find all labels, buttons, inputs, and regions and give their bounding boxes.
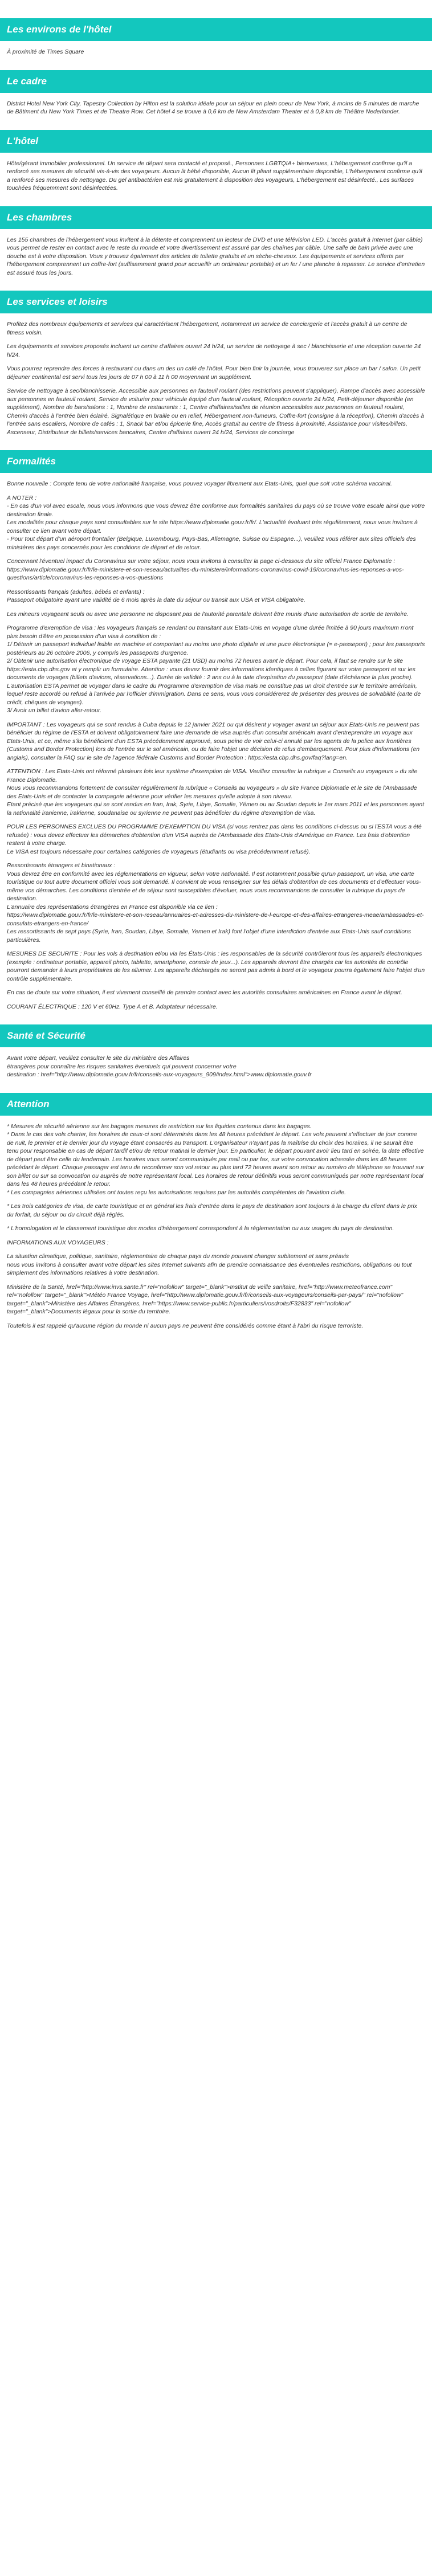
page [0,18,432,1330]
section-paragraph: Hôte/gérant immobilier professionnel. Un service de départ sera contacté et proposé., Personnes LGBTQIA+ bienvenues, L'hébergement confirme qu'il a renforcé ses mesures de sécurité vis-à-vis des voyageurs. Aucun lit bébé disponible, Aucun lit pliant supplémentaire disponible, L'hébergement confirme qu'il a renforcé ses mesures de nettoyage. Du gel antibactérien est mis gratuitement à disposition des voyageurs, L'hébergement est désinfecté., Les surfaces touchées fréquemment sont désinfectées. [7,160,424,191]
section-paragraph: Vous pourrez reprendre des forces à restaurant ou dans un des un café de l'hôtel. Pour bien finir la journée, vous trouverez sur place un bar / salon. Un petit déjeuner continental est servi tous les jours de 07 h 00 à 11 h 00 moyennant un supplément. [7,365,422,381]
section-title: Attention [0,1093,432,1116]
section-paragraph: En cas de doute sur votre situation, il est vivement conseillé de prendre contact avec les autorités consulaires américaines en France avant le départ. [7,989,402,996]
section-paragraph: POUR LES PERSONNES EXCLUES DU PROGRAMME D'EXEMPTION DU VISA (si vous rentrez pas dans les conditions ci-dessus ou si l'ESTA vous a été refusée) : vous devez effectuer les démarches d'obtention d'un VISA auprès de l'Ambassade des Etats-Unis d'Amérique en France. Les frais d'obtention restent à votre charge. Le VISA est toujours nécessaire pour certaines catégories de voyageurs (étudiants ou visa précédemment refusé). [7,823,422,855]
section [0,291,432,436]
section-paragraph: Bonne nouvelle : Compte tenu de votre nationalité française, vous pouvez voyager librement aux Etats-Unis, quel que soit votre schéma vaccinal. [7,480,392,487]
section-title: Le cadre [0,70,432,93]
section [0,130,432,193]
section-paragraph: Avant votre départ, veuillez consulter le site du ministère des Affaires étrangères pour connaître les risques sanitaires éventuels qui peuvent concerner votre destination : href="http://www.diplomatie.gouv.fr/fr/conseils-aux-voyageurs_909/index.html">www.diplomatie.gouv.fr [7,1055,312,1078]
section-paragraph: Les équipements et services proposés incluent un centre d'affaires ouvert 24 h/24, un service de nettoyage à sec / blanchisserie et une réception ouverte 24 h/24. [7,343,423,358]
section [0,70,432,116]
section-paragraph: À proximité de Times Square [7,48,84,55]
section-paragraph: COURANT ÉLECTRIQUE : 120 V et 60Hz. Type A et B. Adaptateur nécessaire. [7,1003,218,1010]
section-paragraph: Ministère de la Santé, href="http://www.invs.sante.fr" rel="nofollow" target="_blank">Institut de veille sanitaire, href="http://www.meteofrance.com" rel="nofollow" target="_blank">Météo France Voyage, href="http://www.diplomatie.gouv.fr/fr/conseils-aux-voyageurs/conseils-par-pays/" rel="nofollow" target="_blank">Ministère des Affaires Étrangères, href="https://www.service-public.fr/particuliers/vosdroits/F32833" rel="nofollow" target="_blank">Documents légaux pour la sortie du territoire. [7,1283,405,1315]
content [0,18,432,1330]
section-title: Santé et Sécurité [0,1024,432,1047]
section-paragraph: Programme d'exemption de visa : les voyageurs français se rendant ou transitant aux Etats-Unis en voyage d'une durée limitée à 90 jours maximum n'ont plus besoin d'être en possession d'un visa à condition de : 1/ Détenir un passeport individuel lisible en machine et comportant au moins une photo digitale et une puce électronique (= e-passeport) ; pour les passeports postérieurs au 26 octobre 2006, y compris les passeports d'urgence. 2/ Obtenir une autorisation électronique de voyage ESTA payante (21 USD) au moins 72 heures avant le départ. Pour cela, il faut se rendre sur le site https://esta.cbp.dhs.gov et y remplir un formulaire. Attention : vous devez fournir des informations identiques à celles figurant sur votre passeport et sur les documents de voyages (billets d'avions, réservations...). Durée de validité : 2 ans ou à la date d'expiration du passeport (date d'échéance la plus proche). L'autorisation ESTA permet de voyager dans le cadre du Programme d'exemption de visa mais ne constitue pas un droit d'entrée sur le territoire américain, lequel reste accordé ou refusé à l'arrivée par l'officier d'immigration. Dans ce sens, vous vous considérerez de présenter des preuves de solvabilité (carte de crédit, chèques de voyages). 3/ Avoir un billet d'avion aller-retour. [7,624,425,714]
section-paragraph: Ressortissants français (adultes, bébés et enfants) : Passeport obligatoire ayant une validité de 6 mois après la date du séjour ou transit aux USA et VISA obligatoire. [7,588,305,603]
section-title: Les services et loisirs [0,291,432,313]
section-paragraph: IMPORTANT : Les voyageurs qui se sont rendus à Cuba depuis le 12 janvier 2021 ou qui désirent y voyager avant un séjour aux Etats-Unis ne peuvent pas bénéficier du régime de l'ESTA et doivent obligatoirement faire une demande de visa auprès d'un consulat américain avant d'entreprendre un voyage aux Etats-Unis, et ce, même s'ils bénéficient d'un ESTA précédemment approuvé, sous peine de voir celui-ci annulé par les agents de la police aux frontières (Customs and Border Protection) lors de l'entrée sur le sol américain, ou de faire l'objet une décision de refus d'embarquement. Pour plus d'informations (en anglais), consulter la FAQ sur le site de l'agence fédérale Customs and Border Protection : https://esta.cbp.dhs.gov/faq?lang=en. [7,721,422,761]
section-paragraph: MESURES DE SECURITE : Pour les vols à destination et/ou via les États-Unis : les responsables de la sécurité contrôleront tous les appareils électroniques (exemple : ordinateur portable, appareil photo, tablette, smartphone, console de jeux...). Les appareils devront être chargés car les autorités de contrôle pourront demander à leurs propriétaires de les allumer. Les appareils déchargés ne seront pas admis à bord et le voyageur pourra également faire l'objet d'un contrôle supplémentaire. [7,950,427,982]
section-paragraph: Toutefois il est rappelé qu'aucune région du monde ni aucun pays ne peuvent être considérés comme étant à l'abri du risque terroriste. [7,1322,364,1329]
section-paragraph: * Les trois catégories de visa, de carte touristique et en général les frais d'entrée dans le pays de destination sont toujours à la charge du client dans le prix du forfait, du séjour ou du circuit déjà réglés. [7,1203,419,1218]
section-paragraph: La situation climatique, politique, sanitaire, réglementaire de chaque pays du monde pouvant changer subitement et sans préavis nous vous invitons à consulter avant votre départ les sites Internet suivants afin de prendre connaissance des éventuelles restrictions, obligations ou tout simplement des informations relatives à votre destination. [7,1253,412,1276]
section-paragraph: Profitez des nombreux équipements et services qui caractérisent l'hébergement, notamment un service de conciergerie et l'accès gratuit à un centre de fitness voisin. [7,321,409,336]
section-paragraph: * L'homologation et le classement touristique des modes d'hébergement correspondent à la réglementation ou aux usages du pays de destination. [7,1225,394,1232]
section-paragraph: INFORMATIONS AUX VOYAGEURS : [7,1239,109,1246]
section-title: Formalités [0,450,432,473]
section-paragraph: A NOTER : - En cas d'un vol avec escale, nous vous informons que vous devrez être conforme aux formalités sanitaires du pays où se trouve votre escale ainsi que votre destination finale. Les modalités pour chaque pays sont consultables sur le site https://www.diplomatie.gouv.fr/fr/. L'actualité évoluant très régulièrement, nous vous invitons à consulter ce lien avant votre départ. - Pour tout départ d'un aéroport frontalier (Belgique, Luxembourg, Pays-Bas, Allemagne, Suisse ou Espagne...), veuillez vous référer aux sites officiels des ministères des pays concernés pour les conditions de départ et de retour. [7,494,425,551]
section-title: Les environs de l'hôtel [0,18,432,41]
section-paragraph: District Hotel New York City, Tapestry Collection by Hilton est la solution idéale pour un séjour en plein coeur de New York, à moins de 5 minutes de marche de Bâtiment du New York Times et de Theatre Row. Cet hôtel 4 se trouve à 0,6 km de New Amsterdam Theater et à 0,8 km de Théâtre Nederlander. [7,100,421,115]
section-paragraph: ATTENTION : Les Etats-Unis ont réformé plusieurs fois leur système d'exemption de VISA. Veuillez consulter la rubrique « Conseils au voyageurs » du site France Diplomatie. Nous vous recommandons fortement de consulter régulièrement la rubrique « Conseils au voyageurs » du site France Diplomatie et le site de l'Ambassade des Etats-Unis et de contacter la compagnie aérienne pour vérifier les mesures qu'elle adopte à son niveau. Etant précisé que les voyageurs qui se sont rendus en Iran, Irak, Syrie, Libye, Somalie, Yémen ou au Soudan depuis le 1er mars 2011 et les personnes ayant la nationalité iranienne, irakienne, soudanaise ou syrienne ne peuvent pas bénéficier du régime d'exemption de visa. [7,768,425,817]
section-title: Les chambres [0,206,432,229]
section [0,450,432,1011]
section [0,1024,432,1079]
section-paragraph: Les 155 chambres de l'hébergement vous invitent à la détente et comprennent un lecteur de DVD et une télévision LED. L'accès gratuit à Internet (par câble) vous permet de rester en contact avec le reste du monde et votre divertissement est assuré par des chaînes par câble. Une salle de bain privée avec une douche est à votre disposition. Vous y trouvez également des articles de toilette gratuits et un sèche-cheveux. Les équipements et services offerts par l'hébergement comprennent un coffre-fort (suffisamment grand pour accueillir un ordinateur portable) et un fer / une planche à repasser. Le service d'entretien est assuré tous les jours. [7,236,427,276]
section [0,18,432,56]
section-paragraph: Les mineurs voyageant seuls ou avec une personne ne disposant pas de l'autorité parentale doivent être munis d'une autorisation de sortie de territoire. [7,610,409,618]
section [0,1093,432,1330]
section-paragraph: * Mesures de sécurité aérienne sur les bagages mesures de restriction sur les liquides contenus dans les bagages. * Dans le cas des vols charter, les horaires de ceux-ci sont déterminés dans les 48 heures précédant le départ. Les vols peuvent s'effectuer de jour comme de nuit, le premier et le dernier jour du voyage étant consacrés au transport. L'organisateur n'ayant pas la maîtrise du choix des horaires, il ne saurait être tenu pour responsable en cas de départ tardif et/ou de retour matinal le dernier jour. En particulier, le départ pouvant avoir lieu tard en soirée, la date effective de départ peut être celle du lendemain. Les horaires vous seront communiqués par mail ou par fax, sur votre convocation adressée dans les 48 heures précédant le départ. Chaque passager est tenu de reconfirmer son vol retour au plus tard 72 heures avant son retour au numéro de téléphone se trouvant sur son billet ou sur sa convocation ou auprès de notre représentant local. Les horaires de retour définitifs vous seront communiqués par notre représentant local dans les 48 heures précédant le retour. * Les compagnies aériennes utilisées ont toutes reçu les autorisations requises par les autorités compétentes de l'aviation civile. [7,1122,424,1196]
section-paragraph: Ressortissants étrangers et binationaux : Vous devrez être en conformité avec les réglementations en vigueur, selon votre nationalité. Il est notamment possible qu'un passeport, un visa, une carte touristique ou tout autre document officiel vous soit demandé. Il convient de vous renseigner sur les délais d'obtention de ces documents et d'effectuer vous-même vos démarches. Les conditions d'entrée et de séjour sont susceptibles d'évoluer, nous vous recommandons de consulter la rubrique du pays de destination. L'annuaire des représentations étrangères en France est disponible via ce lien : https://www.diplomatie.gouv.fr/fr/le-ministere-et-son-reseau/annuaires-et-adresses-du-ministere-de-l-europe-et-des-affaires-etrangeres-meae/ambassades-et-consulats-etrangers-en-france/ Les ressortissants de sept pays (Syrie, Iran, Soudan, Libye, Somalie, Yemen et Irak) font l'objet d'une interdiction d'entrée aux Etats-Unis sauf conditions particulières. [7,862,424,944]
section-paragraph: Concernant l'éventuel impact du Coronavirus sur votre séjour, nous vous invitons à consulter la page ci-dessous du site officiel France Diplomatie : https://www.diplomatie.gouv.fr/fr/le-ministere-et-son-reseau/actualites-du-ministere/informations-coronavirus-covid-19/coronavirus-les-reponses-a-vos-questions/article/coronavirus-les-reponses-a-vos-questions [7,558,404,581]
section-title: L'hôtel [0,130,432,153]
section-paragraph: Service de nettoyage à sec/blanchisserie, Accessible aux personnes en fauteuil roulant (des restrictions peuvent s'appliquer), Rampe d'accès avec accessible aux personnes en fauteuil roulant, Service de voiturier pour véhicule équipé d'un fauteuil roulant, Réception ouverte 24 h/24, Petit-déjeuner disponible (en supplément), Nombre de bars/salons : 1, Nombre de restaurants : 1, Centre d'affaires/salles de réunion accessibles aux personnes en fauteuil roulant, Chemin d'accès à l'entrée bien éclairé, Signalétique en braille ou en relief, Hébergement non-fumeurs, Coffre-fort (consigne à la réception), Chemin d'accès à l'entrée sans escaliers, Nombre de cafés : 1, Snack bar et/ou épicerie fine, Accès gratuit au centre de fitness à proximité, Assistance pour visites/billets, Ascenseur, Distributeur de billets/services bancaires, Centre d'affaires ouvert 24 h/24, Services de concierge [7,387,427,436]
section [0,206,432,277]
